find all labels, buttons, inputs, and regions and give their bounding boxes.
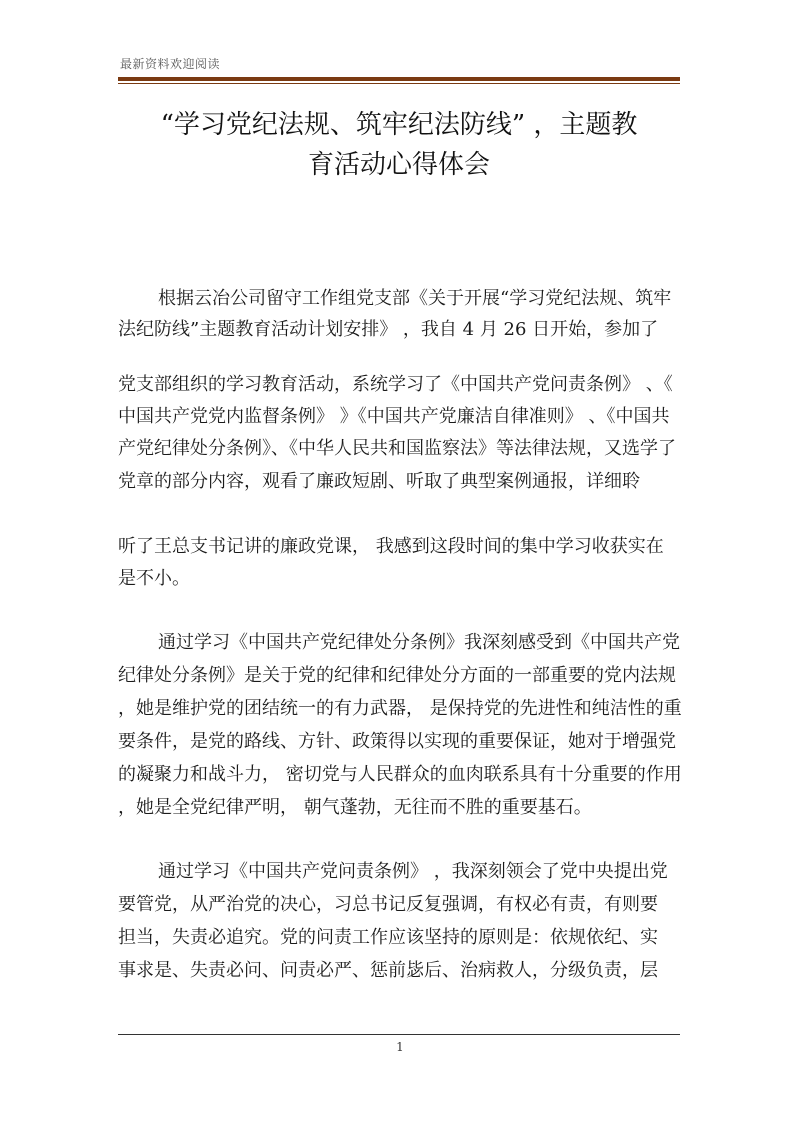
page-number: 1 — [396, 1040, 404, 1054]
footer-divider — [118, 1034, 680, 1035]
paragraph-3-line-4: 事求是、失责必问、问责必严、惩前毖后、治病救人，分级负责，层 — [118, 960, 658, 981]
header-divider-thin — [118, 83, 680, 84]
paragraph-3-line-1: 通过学习《中国共产党问责条例》 ，我深刻领会了党中央提出党 — [158, 861, 668, 882]
paragraph-3-line-2: 要管党，从严治党的决心，习总书记反复强调，有权必有责，有则要 — [118, 894, 658, 915]
paragraph-2-line-2: 纪律处分条例》是关于党的纪律和纪律处分方面的一部重要的党内法规 — [118, 665, 676, 686]
paragraph-1-line-8: 是不小。 — [118, 568, 190, 589]
paragraph-1-line-2: 法纪防线”主题教育活动计划安排》 ，我自 4 月 26 日开始，参加了 — [118, 319, 659, 340]
title-line-2: 育活动心得体会 — [307, 150, 490, 180]
paragraph-1-line-3: 党支部组织的学习教育活动，系统学习了《中国共产党问责条例》 、《 — [118, 374, 673, 395]
paragraph-2-line-1: 通过学习《中国共产党纪律处分条例》我深刻感受到《中国共产党 — [158, 632, 680, 653]
paragraph-1-line-5: 产党纪律处分条例》、《中华人民共和国监察法》等法律法规，又选学了 — [118, 438, 676, 459]
paragraph-3-line-3: 担当，失责必追究。党的问责工作应该坚持的原则是：依规依纪、实 — [118, 927, 658, 948]
header-label: 最新资料欢迎阅读 — [120, 57, 221, 71]
paragraph-2-line-6: ，她是全党纪律严明， 朝气蓬勃，无往而不胜的重要基石。 — [118, 797, 592, 818]
paragraph-1-line-6: 党章的部分内容，观看了廉政短剧、听取了典型案例通报，详细聆 — [118, 471, 640, 492]
paragraph-2-line-4: 要条件，是党的路线、方针、政策得以实现的重要保证，她对于增强党 — [118, 731, 676, 752]
paragraph-2-line-5: 的凝聚力和战斗力， 密切党与人民群众的血肉联系具有十分重要的作用 — [118, 764, 682, 785]
header-divider-thick — [118, 77, 680, 81]
paragraph-1-line-4: 中国共产党党内监督条例》 》《中国共产党廉洁自律准则》 、《中国共 — [118, 406, 670, 427]
paragraph-1-line-1: 根据云冶公司留守工作组党支部《关于开展“学习党纪法规、筑牢 — [158, 288, 672, 309]
paragraph-1-line-7: 听了王总支书记讲的廉政党课， 我感到这段时间的集中学习收获实在 — [118, 536, 664, 557]
title-line-1: “学习党纪法规、筑牢纪法防线” ，主题教 — [160, 110, 638, 140]
paragraph-2-line-3: ，她是维护党的团结统一的有力武器， 是保持党的先进性和纯洁性的重 — [118, 698, 682, 719]
